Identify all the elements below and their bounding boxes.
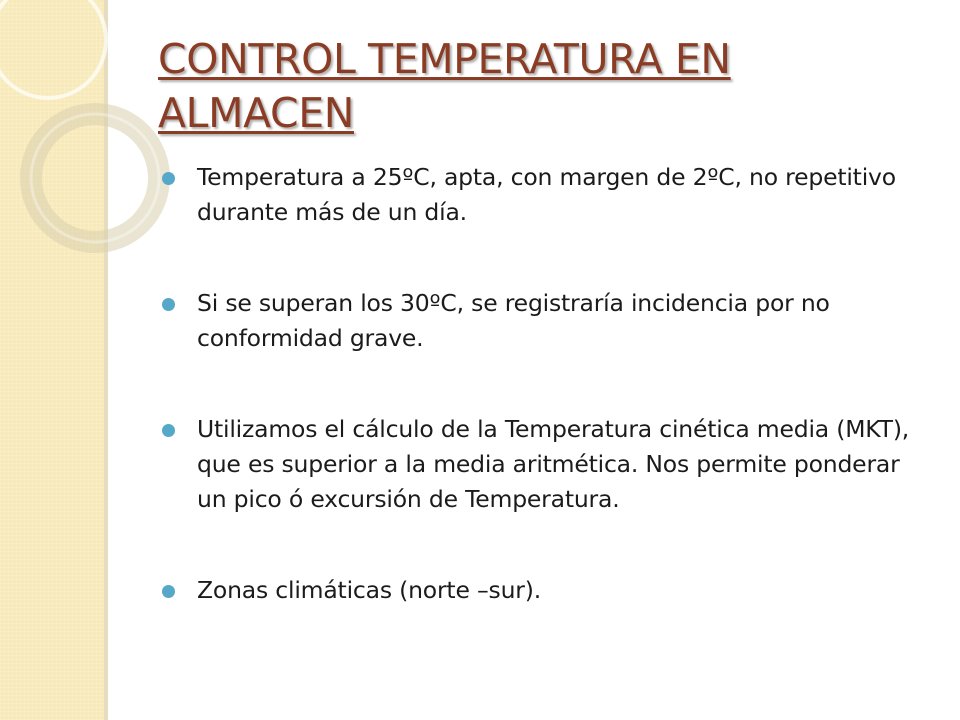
bullet-text: Si se superan los 30ºC, se registraría incidencia por no conformidad grave. [197, 289, 830, 352]
slide-title: CONTROL TEMPERATURA EN ALMACEN [158, 35, 731, 137]
bullet-text: Zonas climáticas (norte –sur). [197, 576, 541, 604]
bullet-list [162, 160, 932, 608]
bullet-dot-icon [162, 298, 175, 311]
bullet-dot-icon [162, 424, 175, 437]
bullet-text: Utilizamos el cálculo de la Temperatura cinética media (MKT), que es superior a la media aritmética. Nos permite ponderar un pico ó excursión de Temperatura. [197, 415, 910, 513]
bullet-item [162, 286, 932, 356]
bullet-dot-icon [162, 585, 175, 598]
bullet-item [162, 573, 932, 608]
bullet-dot-icon [162, 172, 175, 185]
bullet-text: Temperatura a 25ºC, apta, con margen de 2ºC, no repetitivo durante más de un día. [197, 163, 896, 226]
bullet-item [162, 160, 932, 230]
bullet-item [162, 412, 932, 517]
